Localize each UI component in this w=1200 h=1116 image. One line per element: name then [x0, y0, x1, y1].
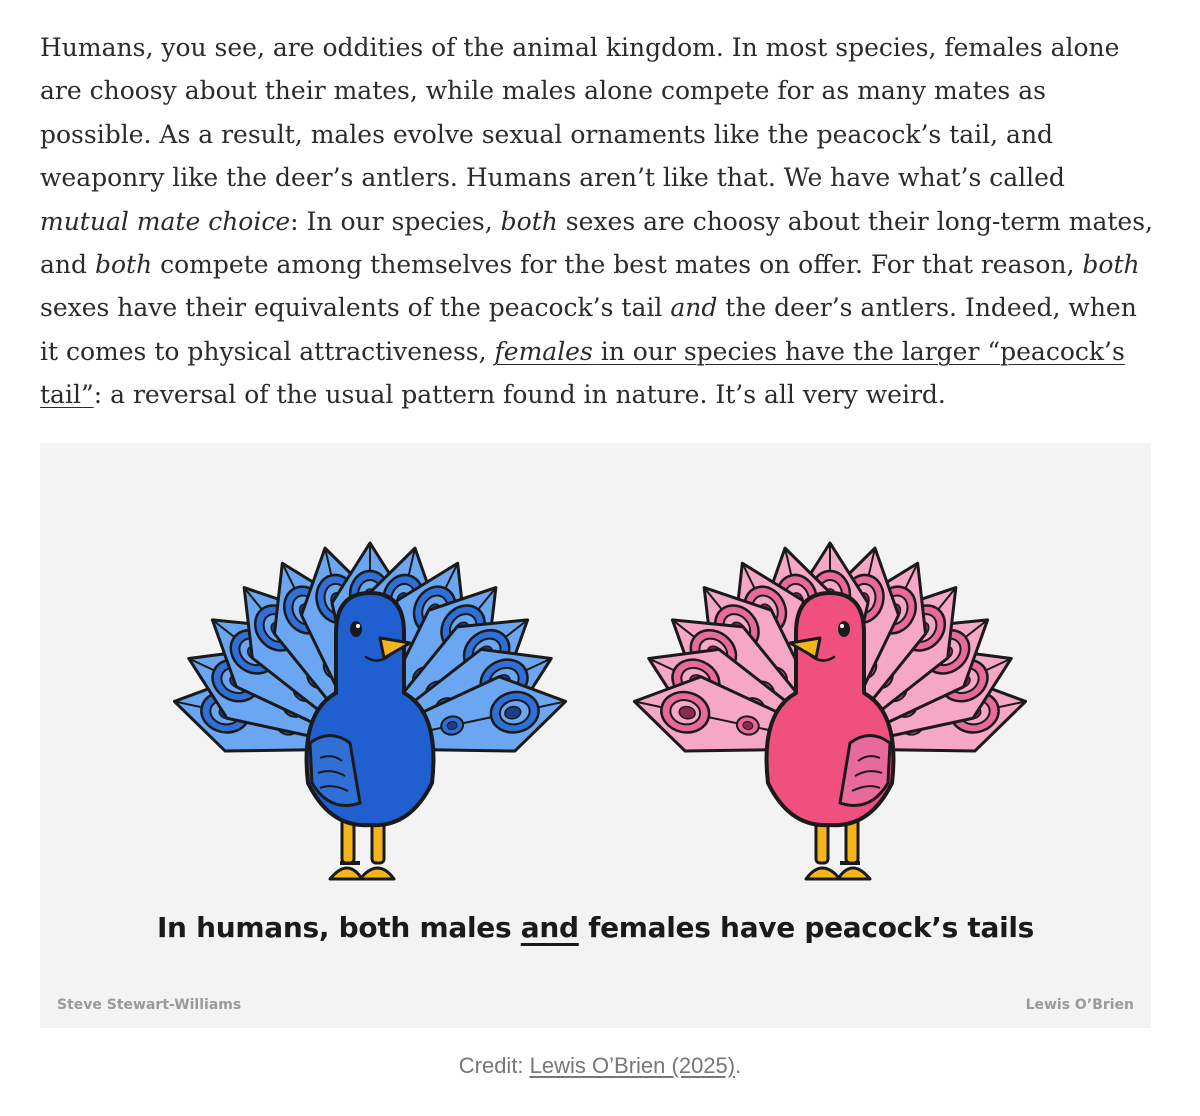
credit-label: Credit: — [458, 1053, 530, 1078]
author-signature: Steve Stewart-Williams — [57, 997, 242, 1013]
caption-text-run: In humans, both males — [156, 911, 521, 944]
italic-run: mutual mate choice — [40, 206, 291, 236]
right-foot — [806, 868, 840, 879]
text-run: compete among themselves for the best mates on offer. For that reason, — [152, 250, 1083, 280]
italic-run: both — [94, 250, 153, 280]
link-text-run: in our species have the larger “peacock’s tail” — [40, 336, 1125, 410]
article-paragraph — [40, 26, 1160, 417]
peacock-eye — [350, 621, 362, 637]
caption-text-run: females have peacock’s tails — [578, 911, 1035, 944]
eye-highlight — [840, 624, 844, 628]
italic-run: both — [500, 206, 558, 236]
text-run: sexes have their equivalents of the peacock’s tail — [40, 293, 671, 323]
eye-highlight — [356, 624, 360, 628]
right-foot — [360, 868, 394, 879]
figure-caption — [40, 911, 1151, 944]
left-foot — [330, 868, 362, 879]
text-run: : In our species, — [290, 206, 501, 236]
text-run: Humans, you see, are oddities of the animal kingdom. In most species, females alone are choosy about their mates, while males alone compete for as many mates as possible. As a result, males evolve sexual ornaments like the peacock’s tail, and weaponry like the deer’s antlers. Humans aren’t like that. We have what’s called — [40, 33, 1120, 193]
male-peacock-illustration — [174, 543, 565, 879]
italic-run: and — [670, 293, 718, 323]
image-credit — [0, 1053, 1200, 1079]
credit-trailing: . — [735, 1053, 742, 1078]
italic-run: both — [1082, 250, 1140, 280]
text-run: sexes are choosy about their long-term mates, and — [40, 206, 1153, 280]
text-run: the deer’s antlers. Indeed, when it comes to physical attractiveness, — [40, 293, 1137, 366]
peacock-eye — [838, 621, 850, 637]
credit-link[interactable]: Lewis O’Brien (2025) — [529, 1053, 736, 1078]
text-run: : a reversal of the usual pattern found in nature. It’s all very weird. — [93, 380, 946, 410]
left-foot — [838, 868, 870, 879]
caption-underlined-word: and — [520, 911, 579, 944]
illustrator-signature: Lewis O’Brien — [1025, 997, 1134, 1013]
link-italic-run: females — [494, 336, 593, 366]
female-peacock-illustration — [634, 543, 1025, 879]
illustration-figure — [40, 443, 1151, 1028]
